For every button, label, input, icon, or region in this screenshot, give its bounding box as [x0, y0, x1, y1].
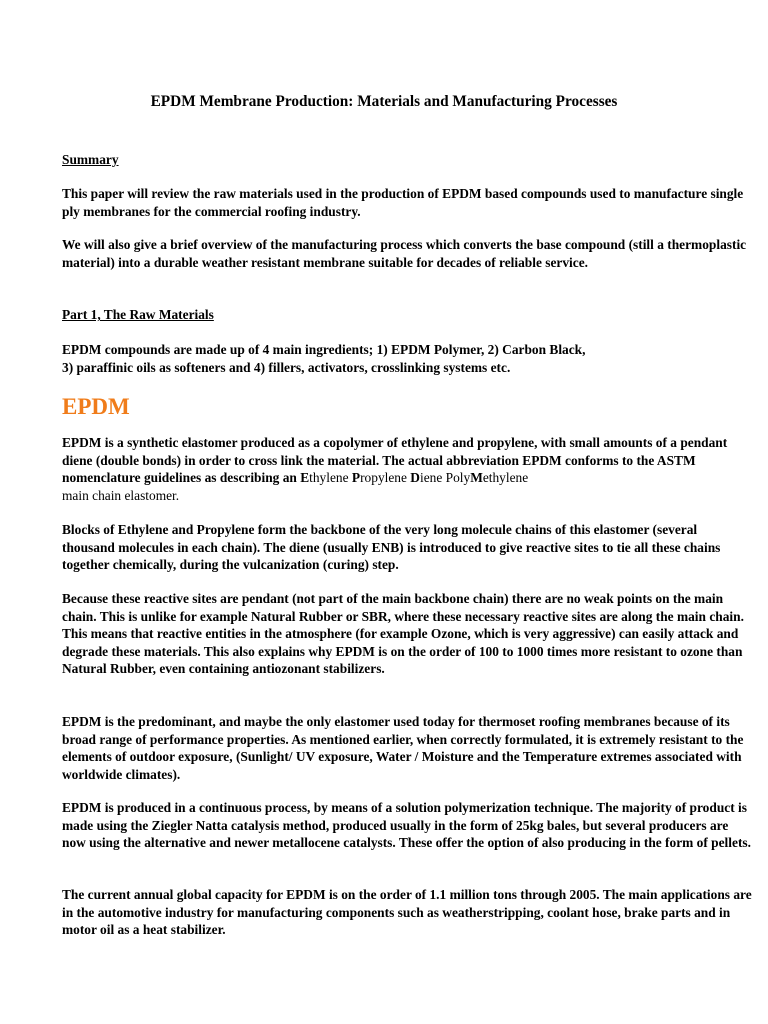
epdm-p1-letter-e: E — [300, 470, 310, 486]
epdm-p1-ropylene: ropylene — [360, 470, 411, 486]
epdm-p1-tail: main chain elastomer. — [62, 487, 180, 503]
epdm-p1-ethylene: ethylene — [482, 470, 529, 486]
epdm-paragraph-6: The current annual global capacity for EPDM is on the order of 1.1 million tons through 2005. The main applications are in the automotive industry for manufacturing components such as weatherstripping, coolant hose, brake parts and in motor oil as a heat stabilizer. — [62, 887, 752, 938]
epdm-paragraph-1 — [62, 434, 752, 504]
epdm-paragraph-5: EPDM is produced in a continuous process, by means of a solution polymerization technique. The majority of product is made using the Ziegler Natta catalysis method, produced usually in the form of 25kg bales, but several producers are now using the alternative and newer metallocene catalysts. These offer the option of also producing in the form of pellets. — [62, 800, 751, 851]
document-title: EPDM Membrane Production: Materials and Manufacturing Processes — [150, 93, 618, 110]
epdm-section-heading: EPDM — [62, 394, 130, 419]
summary-paragraph-2: We will also give a brief overview of the manufacturing process which converts the base compound (still a thermoplastic material) into a durable weather resistant membrane suitable for decades of reliable service. — [62, 237, 747, 270]
summary-paragraph-1: This paper will review the raw materials used in the production of EPDM based compounds used to manufacture single ply membranes for the commercial roofing industry. — [62, 186, 744, 219]
epdm-paragraph-3: Because these reactive sites are pendant (not part of the main backbone chain) there are no weak points on the main chain. This is unlike for example Natural Rubber or SBR, where these necessary reactive sites are along the main chain. This means that reactive entities in the atmosphere (for example Ozone, which is very aggressive) can easily attack and degrade these materials. This also explains why EPDM is on the order of 100 to 1000 times more resistant to ozone than Natural Rubber, even containing antiozonant stabilizers. — [62, 591, 744, 677]
part1-intro — [62, 341, 752, 376]
epdm-p1-thylene: thylene — [309, 470, 352, 486]
epdm-p1-letter-p: P — [351, 470, 361, 486]
part1-intro-line-2: 3) paraffinic oils as softeners and 4) fillers, activators, crosslinking systems etc. — [62, 359, 511, 375]
epdm-paragraph-4: EPDM is the predominant, and maybe the only elastomer used today for thermoset roofing membranes because of its broad range of performance properties. As mentioned earlier, when correctly formulated, it is extremely resistant to the elements of outdoor exposure, (Sunlight/ UV exposure, Water / Moisture and the Temperature extremes associated with worldwide climates). — [62, 714, 744, 782]
epdm-paragraph-2: Blocks of Ethylene and Propylene form the backbone of the very long molecule chains of this elastomer (several thousand molecules in each chain). The diene (usually ENB) is introduced to give reactive sites to tie all these chains together chemically, during the vulcanization (curing) step. — [62, 522, 721, 573]
part1-heading: Part 1, The Raw Materials — [62, 307, 214, 322]
epdm-p1-iene: iene Poly — [419, 470, 471, 486]
summary-heading: Summary — [62, 152, 119, 167]
part1-intro-line-1: EPDM compounds are made up of 4 main ingredients; 1) EPDM Polymer, 2) Carbon Black, — [62, 342, 586, 357]
epdm-p1-text: EPDM is a synthetic elastomer produced as a copolymer of ethylene and propylene, with small amounts of a pendant diene (double bonds) in order to cross link the material. The actual abbreviation EPDM conforms to the ASTM nomenclature guidelines as describing an — [62, 435, 728, 486]
epdm-p1-letter-m: M — [470, 470, 483, 486]
epdm-p1-letter-d: D — [410, 470, 420, 486]
